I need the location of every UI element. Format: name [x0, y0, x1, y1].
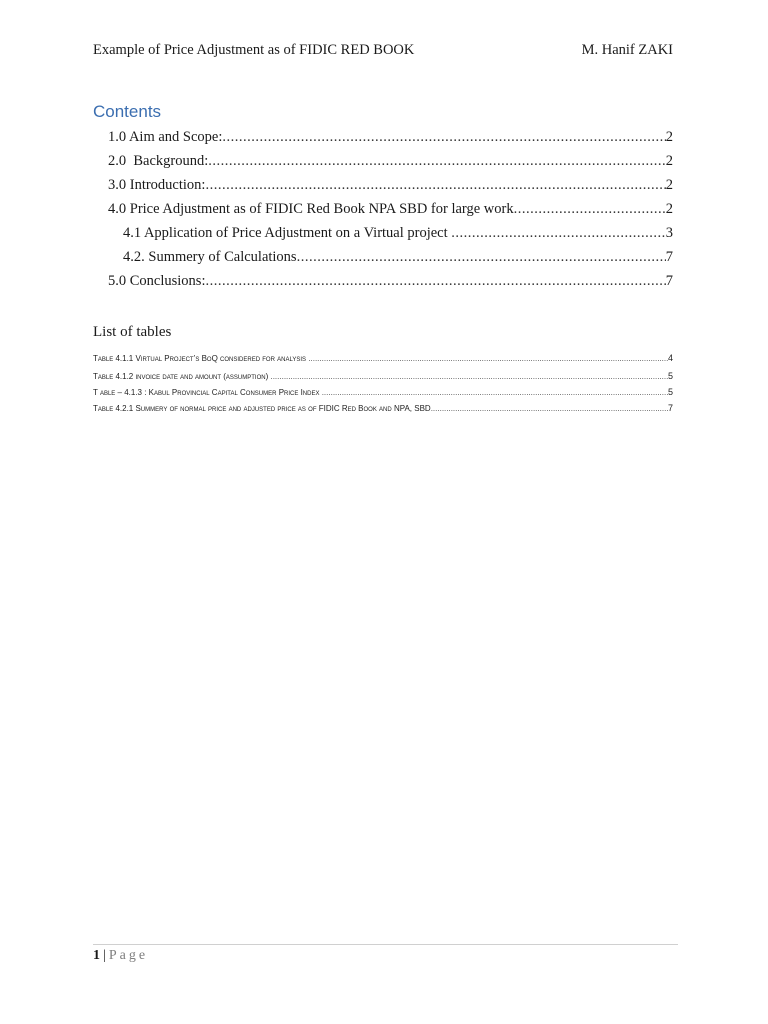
dot-leader [514, 200, 666, 218]
toc-entry-page: 2 [665, 129, 673, 145]
toc-entry-summery[interactable] [123, 246, 673, 266]
toc-entry-page: 2 [665, 177, 673, 193]
document-author: M. Hanif ZAKI [581, 42, 673, 58]
dot-leader [270, 371, 668, 382]
dot-leader [451, 224, 665, 242]
document-title: Example of Price Adjustment as of FIDIC RED BOOK [93, 42, 415, 58]
footer-divider [93, 944, 678, 945]
toc-entry-label: 2.0 Background: [108, 153, 209, 169]
table-list-label: T able – 4.1.3 : Kabul Provincial Capital Consumer Price Index [93, 388, 322, 397]
footer-separator: | [103, 948, 106, 963]
toc-entry-aim-scope[interactable] [108, 126, 673, 146]
dot-leader [208, 152, 665, 170]
table-list-page: 5 [667, 371, 673, 381]
toc-entry-label: 4.1 Application of Price Adjustment on a Virtual project [123, 225, 452, 241]
toc-entry-page: 7 [665, 273, 673, 289]
toc-entry-page: 2 [665, 201, 673, 217]
page-word: Page [108, 948, 149, 963]
toc-entry-price-adjustment[interactable] [108, 198, 673, 218]
toc-entry-page: 3 [665, 225, 673, 241]
toc-entry-virtual-project[interactable] [123, 222, 673, 242]
table-list-label: Table 4.2.1 Summery of normal price and adjusted price as of FIDIC Red Book and NPA, SBD [93, 404, 431, 413]
dot-leader [297, 248, 666, 266]
dot-leader [205, 272, 665, 290]
toc-entry-page: 2 [665, 153, 673, 169]
toc-entry-label: 5.0 Conclusions: [108, 273, 206, 289]
page-number: 1 [93, 948, 100, 963]
list-of-tables-heading: List of tables [93, 324, 172, 340]
toc-entry-introduction[interactable] [108, 174, 673, 194]
toc-entry-background[interactable] [108, 150, 673, 170]
toc-entry-conclusions[interactable] [108, 270, 673, 290]
table-list-entry-boq[interactable] [93, 352, 673, 364]
page-header [93, 42, 673, 62]
toc-entry-label: 4.0 Price Adjustment as of FIDIC Red Book NPA SBD for large work [108, 201, 514, 217]
contents-heading: Contents [93, 102, 162, 121]
toc-entry-page: 7 [665, 249, 673, 265]
dot-leader [205, 176, 665, 194]
page-footer [93, 948, 148, 964]
toc-entry-label: 1.0 Aim and Scope: [108, 129, 223, 145]
table-list-page: 5 [667, 387, 673, 397]
toc-entry-label: 3.0 Introduction: [108, 177, 206, 193]
dot-leader [322, 387, 668, 398]
dot-leader [308, 353, 668, 364]
table-list-entry-invoice[interactable] [93, 370, 673, 382]
table-list-label: Table 4.1.1 Virtual Project’s BoQ considered for analysis [93, 354, 309, 363]
toc-entry-label: 4.2. Summery of Calculations [123, 249, 297, 265]
table-list-page: 7 [667, 403, 673, 413]
table-list-label: Table 4.1.2 invoice date and amount (assumption) [93, 372, 271, 381]
table-list-page: 4 [667, 353, 673, 363]
dot-leader [222, 128, 665, 146]
dot-leader [431, 403, 668, 414]
table-list-entry-cpi[interactable] [93, 386, 673, 398]
table-list-entry-summery[interactable] [93, 402, 673, 414]
